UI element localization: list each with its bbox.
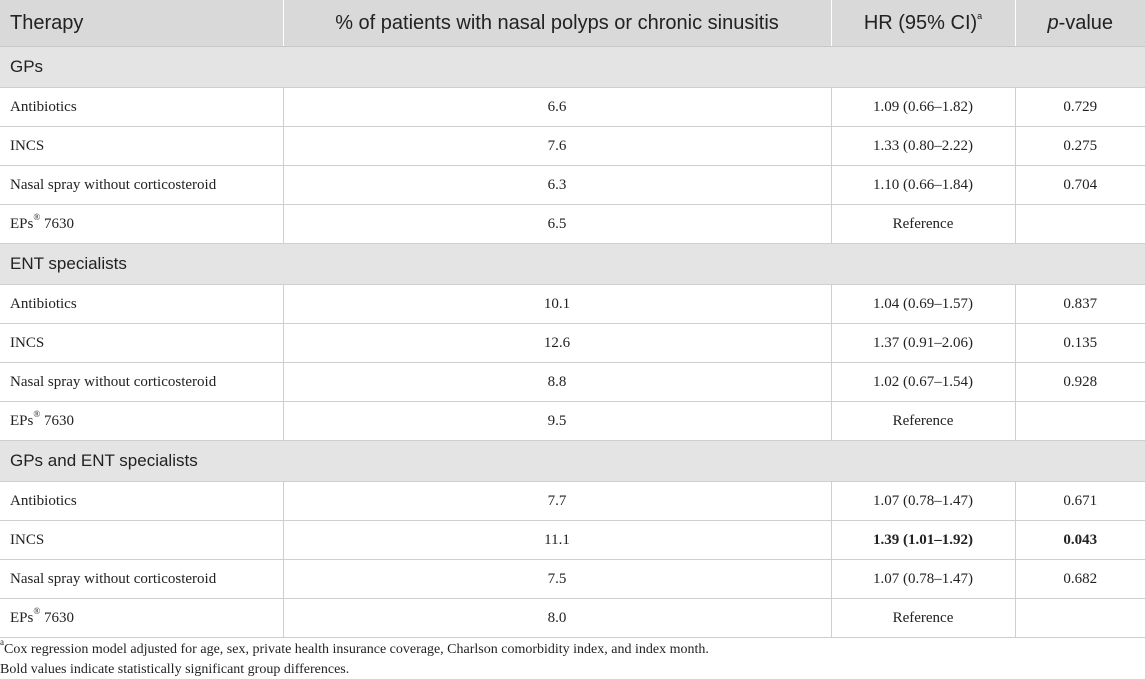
therapy-cell: Nasal spray without corticosteroid xyxy=(0,166,283,205)
hr-cell: Reference xyxy=(831,205,1015,244)
header-therapy: Therapy xyxy=(0,0,283,47)
therapy-cell: EPs® 7630 xyxy=(0,599,283,638)
header-p-value: p-value xyxy=(1015,0,1145,47)
p-cell: 0.928 xyxy=(1015,363,1145,402)
p-cell: 0.275 xyxy=(1015,127,1145,166)
therapy-cell: Antibiotics xyxy=(0,285,283,324)
therapy-cell: INCS xyxy=(0,127,283,166)
header-hr: HR (95% CI)$^a$ xyxy=(831,0,1015,47)
percent-cell: 12.6 xyxy=(283,324,831,363)
hr-cell: 1.04 (0.69–1.57) xyxy=(831,285,1015,324)
group-row-ent-specialists xyxy=(0,244,1145,285)
p-cell xyxy=(1015,402,1145,441)
percent-cell: 6.3 xyxy=(283,166,831,205)
therapy-cell: EPs® 7630 xyxy=(0,205,283,244)
hr-cell: 1.33 (0.80–2.22) xyxy=(831,127,1015,166)
group-title: ENT specialists xyxy=(0,244,1145,285)
table-row-significant xyxy=(0,521,1145,560)
group-row-gps xyxy=(0,47,1145,88)
hr-cell: Reference xyxy=(831,599,1015,638)
therapy-cell: INCS xyxy=(0,324,283,363)
group-title: GPs xyxy=(0,47,1145,88)
hr-cell: 1.10 (0.66–1.84) xyxy=(831,166,1015,205)
p-cell: 0.043 xyxy=(1015,521,1145,560)
hr-cell: 1.02 (0.67–1.54) xyxy=(831,363,1015,402)
table-row xyxy=(0,88,1145,127)
p-cell: 0.729 xyxy=(1015,88,1145,127)
hr-cell: 1.07 (0.78–1.47) xyxy=(831,482,1015,521)
percent-cell: 8.0 xyxy=(283,599,831,638)
therapy-cell: Antibiotics xyxy=(0,88,283,127)
table-row xyxy=(0,560,1145,599)
p-cell: 0.837 xyxy=(1015,285,1145,324)
therapy-cell: Nasal spray without corticosteroid xyxy=(0,363,283,402)
percent-cell: 11.1 xyxy=(283,521,831,560)
table-row xyxy=(0,127,1145,166)
group-row-gps-and-ent xyxy=(0,441,1145,482)
footnote-a: $^a$Cox regression model adjusted for age, sex, private health insurance coverage, Charlson comorbidity index, and index month. xyxy=(0,637,709,657)
therapy-cell: Antibiotics xyxy=(0,482,283,521)
p-cell: 0.135 xyxy=(1015,324,1145,363)
hr-cell: 1.07 (0.78–1.47) xyxy=(831,560,1015,599)
header-percent: % of patients with nasal polyps or chronic sinusitis xyxy=(283,0,831,47)
table-row xyxy=(0,324,1145,363)
p-cell: 0.704 xyxy=(1015,166,1145,205)
percent-cell: 7.6 xyxy=(283,127,831,166)
footnote-bold: Bold values indicate statistically significant group differences. xyxy=(0,662,350,677)
percent-cell: 10.1 xyxy=(283,285,831,324)
p-cell: 0.682 xyxy=(1015,560,1145,599)
therapy-cell: INCS xyxy=(0,521,283,560)
table-row xyxy=(0,599,1145,638)
percent-cell: 6.5 xyxy=(283,205,831,244)
percent-cell: 7.5 xyxy=(283,560,831,599)
p-cell: 0.671 xyxy=(1015,482,1145,521)
hr-cell: 1.39 (1.01–1.92) xyxy=(831,521,1015,560)
percent-cell: 9.5 xyxy=(283,402,831,441)
table-row xyxy=(0,363,1145,402)
header-row xyxy=(0,0,1145,47)
p-cell xyxy=(1015,205,1145,244)
table-row xyxy=(0,166,1145,205)
table-row xyxy=(0,482,1145,521)
p-cell xyxy=(1015,599,1145,638)
hr-cell: 1.37 (0.91–2.06) xyxy=(831,324,1015,363)
percent-cell: 7.7 xyxy=(283,482,831,521)
therapy-cell: Nasal spray without corticosteroid xyxy=(0,560,283,599)
group-title: GPs and ENT specialists xyxy=(0,441,1145,482)
hr-cell: Reference xyxy=(831,402,1015,441)
percent-cell: 8.8 xyxy=(283,363,831,402)
table-row xyxy=(0,205,1145,244)
table-row xyxy=(0,402,1145,441)
therapy-cell: EPs® 7630 xyxy=(0,402,283,441)
percent-cell: 6.6 xyxy=(283,88,831,127)
hr-cell: 1.09 (0.66–1.82) xyxy=(831,88,1015,127)
table-row xyxy=(0,285,1145,324)
